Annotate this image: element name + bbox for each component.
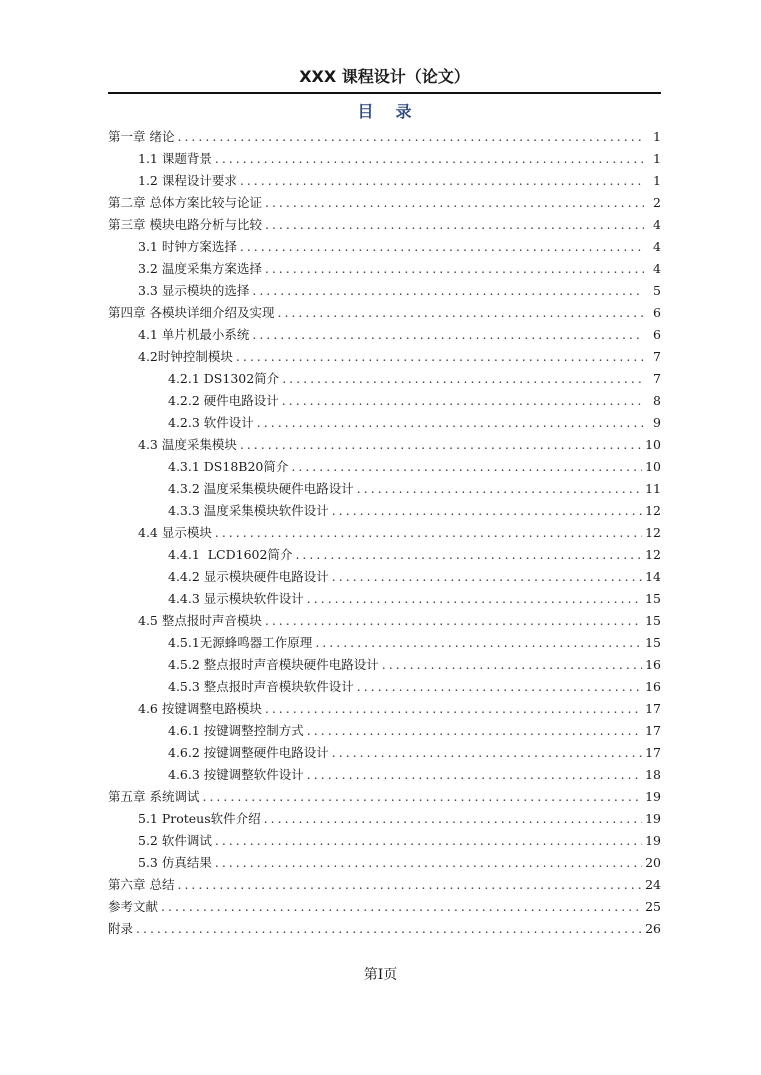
toc-entry-page-number: 12: [645, 547, 661, 562]
toc-entry[interactable]: [108, 544, 661, 566]
toc-entry-page-number: 26: [645, 921, 661, 936]
toc-entry-page-number: 12: [645, 525, 661, 540]
toc-entry-page-number: 16: [645, 657, 661, 672]
toc-entry[interactable]: [108, 764, 661, 786]
toc-entry-page-number: 4: [653, 217, 661, 232]
dot-leader: [215, 830, 642, 852]
toc-entry-page-number: 9: [653, 415, 661, 430]
toc-entry-page-number: 4: [653, 239, 661, 254]
toc-entry-label: 1.1 课题背景: [138, 151, 212, 166]
toc-entry-label: 5.2 软件调试: [138, 833, 212, 848]
toc-entry-label: 3.2 温度采集方案选择: [138, 261, 262, 276]
toc-entry-label: 第一章 绪论: [108, 129, 175, 144]
toc-entry[interactable]: [108, 192, 661, 214]
dot-leader: [282, 390, 644, 412]
dot-leader: [295, 544, 642, 566]
dot-leader: [240, 236, 644, 258]
dot-leader: [202, 786, 642, 808]
toc-entry-page-number: 6: [653, 305, 661, 320]
toc-entry[interactable]: [108, 302, 661, 324]
toc-entry-page-number: 1: [653, 173, 661, 188]
toc-entry-label: 4.4.1 LCD1602简介: [168, 547, 293, 562]
dot-leader: [215, 148, 644, 170]
toc-entry[interactable]: [108, 610, 661, 632]
toc-entry-page-number: 18: [645, 767, 661, 782]
toc-entry[interactable]: [108, 390, 661, 412]
toc-entry-label: 5.3 仿真结果: [138, 855, 212, 870]
toc-entry-page-number: 25: [645, 899, 661, 914]
dot-leader: [215, 522, 642, 544]
dot-leader: [332, 566, 642, 588]
toc-entry-label: 4.5.2 整点报时声音模块硬件电路设计: [168, 657, 379, 672]
toc-entry-page-number: 8: [653, 393, 661, 408]
toc-entry-label: 4.2.1 DS1302简介: [168, 371, 280, 386]
toc-entry-page-number: 6: [653, 327, 661, 342]
toc-entry[interactable]: [108, 874, 661, 896]
dot-leader: [307, 720, 642, 742]
toc-entry-label: 4.3.1 DS18B20简介: [168, 459, 289, 474]
toc-entry[interactable]: [108, 478, 661, 500]
toc-entry[interactable]: [108, 654, 661, 676]
toc-entry-page-number: 19: [645, 789, 661, 804]
dot-leader: [291, 456, 642, 478]
toc-entry-page-number: 10: [645, 437, 661, 452]
toc-entry-page-number: 17: [645, 745, 661, 760]
toc-entry-page-number: 20: [645, 855, 661, 870]
toc-entry[interactable]: [108, 236, 661, 258]
toc-entry-label: 第六章 总结: [108, 877, 175, 892]
toc-entry-page-number: 7: [653, 371, 661, 386]
toc-entry-page-number: 4: [653, 261, 661, 276]
toc-entry-page-number: 1: [653, 151, 661, 166]
dot-leader: [236, 346, 644, 368]
dot-leader: [264, 808, 642, 830]
toc-entry-label: 4.5.1无源蜂鸣器工作原理: [168, 635, 313, 650]
toc-entry[interactable]: [108, 148, 661, 170]
dot-leader: [277, 302, 644, 324]
toc-entry-page-number: 17: [645, 701, 661, 716]
dot-leader: [177, 126, 644, 148]
dot-leader: [382, 654, 642, 676]
toc-entry[interactable]: [108, 456, 661, 478]
table-of-contents: [108, 126, 661, 940]
toc-entry-page-number: 7: [653, 349, 661, 364]
toc-entry-label: 第三章 模块电路分析与比较: [108, 217, 262, 232]
dot-leader: [161, 896, 642, 918]
toc-entry-label: 第四章 各模块详细介绍及实现: [108, 305, 275, 320]
dot-leader: [357, 676, 642, 698]
document-header-title: XXX 课程设计（论文）: [299, 67, 470, 86]
toc-entry-label: 4.4.3 显示模块软件设计: [168, 591, 304, 606]
dot-leader: [307, 764, 642, 786]
toc-title: 目录: [357, 102, 434, 121]
toc-entry-label: 1.2 课程设计要求: [138, 173, 237, 188]
toc-entry-page-number: 2: [653, 195, 661, 210]
toc-entry-label: 4.5.3 整点报时声音模块软件设计: [168, 679, 354, 694]
toc-entry-label: 第五章 系统调试: [108, 789, 200, 804]
toc-entry-page-number: 17: [645, 723, 661, 738]
toc-entry-page-number: 12: [645, 503, 661, 518]
toc-entry-label: 4.6.3 按键调整软件设计: [168, 767, 304, 782]
toc-entry[interactable]: [108, 258, 661, 280]
toc-entry[interactable]: [108, 324, 661, 346]
toc-entry[interactable]: [108, 346, 661, 368]
toc-entry-page-number: 15: [645, 635, 661, 650]
toc-entry-page-number: 5: [653, 283, 661, 298]
toc-entry-label: 4.6.1 按键调整控制方式: [168, 723, 304, 738]
dot-leader: [136, 918, 642, 940]
dot-leader: [357, 478, 642, 500]
dot-leader: [282, 368, 644, 390]
toc-entry-page-number: 10: [645, 459, 661, 474]
header-divider: [108, 92, 661, 94]
dot-leader: [265, 610, 642, 632]
toc-entry[interactable]: [108, 280, 661, 302]
toc-entry-label: 4.3.2 温度采集模块硬件电路设计: [168, 481, 354, 496]
toc-entry[interactable]: [108, 412, 661, 434]
toc-entry-label: 4.6.2 按键调整硬件电路设计: [168, 745, 329, 760]
toc-entry-page-number: 14: [645, 569, 661, 584]
toc-entry-label: 4.3 温度采集模块: [138, 437, 237, 452]
dot-leader: [240, 434, 642, 456]
toc-entry[interactable]: [108, 500, 661, 522]
toc-entry-label: 4.4 显示模块: [138, 525, 212, 540]
toc-entry-label: 参考文献: [108, 899, 159, 914]
toc-entry-label: 附录: [108, 921, 134, 936]
toc-entry[interactable]: [108, 170, 661, 192]
toc-entry[interactable]: [108, 896, 661, 918]
toc-entry-label: 第二章 总体方案比较与论证: [108, 195, 262, 210]
toc-entry[interactable]: [108, 786, 661, 808]
toc-entry-page-number: 1: [653, 129, 661, 144]
dot-leader: [240, 170, 644, 192]
toc-entry-label: 4.3.3 温度采集模块软件设计: [168, 503, 329, 518]
toc-entry[interactable]: [108, 566, 661, 588]
toc-entry-label: 3.1 时钟方案选择: [138, 239, 237, 254]
dot-leader: [307, 588, 642, 610]
toc-entry-page-number: 11: [645, 481, 661, 496]
toc-entry[interactable]: [108, 698, 661, 720]
toc-entry[interactable]: [108, 368, 661, 390]
toc-entry-page-number: 19: [645, 833, 661, 848]
toc-entry[interactable]: [108, 588, 661, 610]
toc-entry-label: 3.3 显示模块的选择: [138, 283, 250, 298]
toc-entry-label: 4.2时钟控制模块: [138, 349, 233, 364]
dot-leader: [265, 258, 644, 280]
toc-entry[interactable]: [108, 676, 661, 698]
toc-entry[interactable]: [108, 522, 661, 544]
toc-entry-label: 4.2.2 硬件电路设计: [168, 393, 279, 408]
dot-leader: [265, 698, 642, 720]
toc-entry-label: 5.1 Proteus软件介绍: [138, 811, 261, 826]
toc-entry[interactable]: [108, 214, 661, 236]
toc-entry[interactable]: [108, 632, 661, 654]
toc-entry-label: 4.6 按键调整电路模块: [138, 701, 262, 716]
dot-leader: [177, 874, 642, 896]
toc-entry[interactable]: [108, 808, 661, 830]
toc-entry[interactable]: [108, 434, 661, 456]
dot-leader: [265, 214, 644, 236]
page-number-footer: 第Ⅰ页: [363, 967, 398, 983]
toc-entry-page-number: 16: [645, 679, 661, 694]
dot-leader: [315, 632, 642, 654]
toc-entry-page-number: 24: [645, 877, 661, 892]
toc-entry-page-number: 15: [645, 613, 661, 628]
toc-entry-label: 4.2.3 软件设计: [168, 415, 254, 430]
toc-entry-label: 4.1 单片机最小系统: [138, 327, 250, 342]
toc-entry-label: 4.4.2 显示模块硬件电路设计: [168, 569, 329, 584]
dot-leader: [332, 742, 642, 764]
toc-entry-page-number: 19: [645, 811, 661, 826]
toc-entry[interactable]: [108, 852, 661, 874]
dot-leader: [265, 192, 644, 214]
toc-entry[interactable]: [108, 720, 661, 742]
toc-entry[interactable]: [108, 742, 661, 764]
toc-entry-page-number: 15: [645, 591, 661, 606]
dot-leader: [252, 280, 644, 302]
toc-entry[interactable]: [108, 126, 661, 148]
toc-entry[interactable]: [108, 830, 661, 852]
dot-leader: [215, 852, 642, 874]
toc-entry-label: 4.5 整点报时声音模块: [138, 613, 262, 628]
dot-leader: [332, 500, 642, 522]
dot-leader: [257, 412, 644, 434]
dot-leader: [252, 324, 644, 346]
toc-entry[interactable]: [108, 918, 661, 940]
